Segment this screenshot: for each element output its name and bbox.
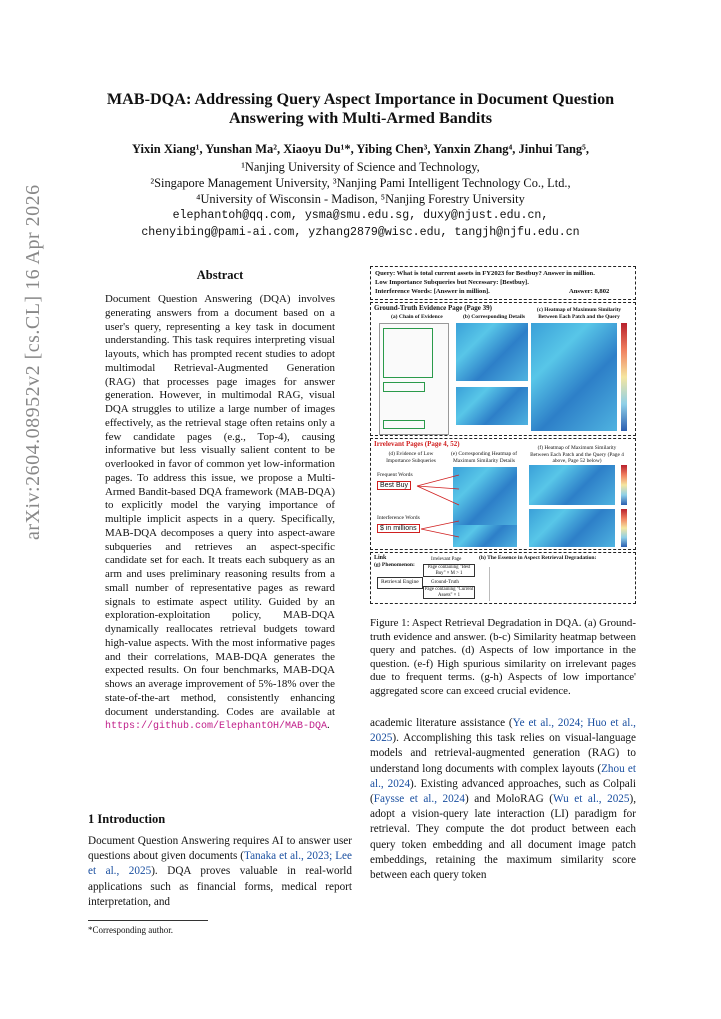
email-line-1: elephantoh@qq.com, ysma@smu.edu.sg, duxy@njust.edu.cn, bbox=[172, 209, 549, 222]
page-containing-box-1: Page containing "Best Buy" × M > 1 bbox=[423, 564, 475, 577]
citation-wu[interactable]: Wu et al., 2025 bbox=[553, 793, 630, 806]
interference-text: Interference Words: [Answer in million]. bbox=[375, 288, 490, 295]
intro-text-b: ). DQA proves valuable in real-world applications such as financial forms, medical report interpretation, and bbox=[88, 865, 352, 908]
footnote-rule bbox=[88, 920, 208, 921]
panel-a-label: (a) Chain of Evidence bbox=[391, 314, 443, 320]
paper-title bbox=[60, 90, 661, 128]
panel-f-label: (f) Heatmap of Maximum Similarity Between Each Patch and the Query (Page 4 above, Page 52 below) bbox=[530, 445, 624, 464]
panel-c-label: (c) Heatmap of Maximum Similarity Between Each Patch and the Query bbox=[536, 307, 622, 320]
in-millions-box: $ in millions bbox=[377, 524, 420, 533]
author-list: Yixin Xiang¹, Yunshan Ma², Xiaoyu Du¹*, Yibing Chen³, Yanxin Zhang⁴, Jinhui Tang⁵, bbox=[131, 142, 590, 156]
page-containing-box-2: Page containing "Current Assets" × 1 bbox=[424, 587, 474, 598]
abstract-heading: Abstract bbox=[196, 268, 244, 282]
frequent-words-label: Frequent Words bbox=[377, 472, 413, 478]
low-importance-text: Low Importance Subqueries but Necessary: [Bestbuy]. bbox=[375, 279, 529, 286]
evidence-page-thumbnail bbox=[379, 323, 449, 435]
panel-d-label: (d) Evidence of Low Importance Subqueries bbox=[386, 451, 436, 464]
citation-ye-huo[interactable]: Ye et al., 2024; Huo et al., 2025 bbox=[370, 717, 636, 745]
intro-paragraph bbox=[88, 834, 352, 910]
irrelevant-pages-panel bbox=[370, 438, 636, 550]
affiliation-2: ²Singapore Management University, ³Nanjing Pami Intelligent Technology Co., Ltd., bbox=[150, 176, 571, 190]
right-column-paragraph bbox=[370, 716, 636, 883]
figure-caption: Figure 1: Aspect Retrieval Degradation in DQA. (a) Ground-truth evidence and answer. (b-c) Similarity heatmap between query and patches. (d) Aspects of low importance in the question. (e-f) High spurious similarity on irrelevant pages due to frequent terms. (g-h) Aspects of low importance' aggregated score can exceed crucial evidence. bbox=[370, 617, 636, 697]
email-line-2: chenyibing@pami-ai.com, yzhang2879@wisc.edu, tangjh@njfu.edu.cn bbox=[141, 226, 580, 239]
query-panel bbox=[370, 266, 636, 300]
query-text: Query: What is total current assets in FY2023 for Bestbuy? Answer in million. bbox=[375, 270, 595, 277]
answer-text: Answer: 8,802 bbox=[569, 288, 610, 295]
arxiv-identifier: arXiv:2604.08952v2 [cs.CL] 16 Apr 2026 bbox=[22, 184, 44, 540]
citation-zhou[interactable]: Zhou et al., 2024 bbox=[370, 762, 636, 790]
detail-heatmap-bottom bbox=[456, 387, 528, 425]
link-panel bbox=[370, 552, 636, 604]
interference-words-label: Interference Words bbox=[377, 515, 420, 521]
title-line-2: Answering with Multi-Armed Bandits bbox=[228, 109, 493, 127]
right-text-a: academic literature assistance ( bbox=[370, 717, 513, 729]
panel-g-label: (g) Phenomenon: bbox=[374, 562, 415, 568]
ground-truth-label: Ground-Truth bbox=[431, 580, 459, 585]
intro-heading: 1 Introduction bbox=[88, 812, 166, 826]
figure-1 bbox=[370, 266, 636, 606]
right-text-c: ). Existing advanced approaches, such as Colpali ( bbox=[370, 777, 636, 806]
formula-placeholder bbox=[489, 567, 629, 601]
formula-area bbox=[489, 567, 629, 601]
panel-h-label: (h) The Essence in Aspect Retrieval Degradation: bbox=[479, 555, 597, 561]
gt-heading: Ground-Truth Evidence Page (Page 39) bbox=[374, 304, 492, 312]
affiliation-3: ⁴University of Wisconsin - Madison, ⁵Nanjing Forestry University bbox=[196, 192, 525, 206]
page-heatmap bbox=[531, 323, 617, 431]
connector-lines bbox=[371, 439, 637, 551]
panel-e-label: (e) Corresponding Heatmap of Maximum Similarity Details bbox=[450, 451, 517, 464]
detail-heatmap-top bbox=[456, 323, 528, 381]
intro-text-a: Document Question Answering requires AI to answer user questions about given documents ( bbox=[88, 835, 352, 863]
abstract-text: Document Question Answering (DQA) involves generating answers from a document based on a user's query, representing a key task in document understanding. This task requires interpreting visual layouts, which has prompted recent studies to adopt multimodal Retrieval-Augmented Generation (RAG) that processes page images for answer generation. However, in multimodal RAG, visual DQA struggles to utilize a large number of images effectively, as the retrieval stage often retains only a few candidate pages (e.g., Top-4), causing informative but less visually salient content to be overlooked in favor of common yet low-information pages. To address this issue, we propose a Multi-Armed Bandit-based DQA framework (MAB-DQA) to explicitly model the varying importance of multiple implicit aspects in a query. Specifically, MAB-DQA decomposes a query into aspect-aware subqueries and retrieves an aspect-specific candidate set for each. It treats each subquery as an arm and uses preliminary reasoning results from a small number of representative pages as reward signals to estimate aspect utility. Guided by an exploration-exploitation policy, MAB-DQA dynamically reallocates retrieval budgets toward high-value aspects. With the most informative pages and their correlations, MAB-DQA generates the expected results. On four benchmarks, MAB-DQA shows an average improvement of 5%-18% over the state-of-the-art method, consistently enhancing document understanding. Codes are available at bbox=[105, 293, 335, 718]
citation-faysse[interactable]: Faysse et al., 2024 bbox=[373, 793, 465, 806]
colorbar bbox=[621, 323, 627, 431]
intro-citation[interactable]: Tanaka et al., 2023; Lee et al., 2025 bbox=[88, 850, 352, 878]
right-text-b: ). Accomplishing this task relies on visual-language models and retrieval-augmented generation (RAG) to understand long documents with complex layouts ( bbox=[370, 732, 636, 775]
code-link[interactable]: https://github.com/ElephantOH/MAB-DQA bbox=[105, 721, 328, 733]
right-text-d: ) and MoloRAG ( bbox=[464, 793, 554, 806]
affiliation-1: ¹Nanjing University of Science and Technology, bbox=[241, 160, 480, 174]
ground-truth-panel bbox=[370, 302, 636, 436]
irrelevant-page-label: Irrelevant Page bbox=[431, 557, 462, 562]
retrieval-engine-box: Retrieval Engine bbox=[377, 577, 423, 589]
title-line-1: MAB-DQA: Addressing Query Aspect Importance in Document Question bbox=[106, 90, 615, 108]
best-buy-box: Best Buy bbox=[377, 481, 411, 490]
right-text-e: ), adopt a vision-query late interaction (LI) paradigm for retrieval. They compute the dot product between each query token embedding and all document image patch embeddings, retaining the maximum similarity score between each query token bbox=[370, 793, 637, 882]
panel-b-label: (b) Corresponding Details bbox=[463, 314, 526, 320]
footnote: *Corresponding author. bbox=[88, 925, 173, 935]
link-heading: Link bbox=[374, 555, 387, 561]
abstract-body: Document Question Answering (DQA) involves generating answers from a document based on a user's query, representing a key task in document understanding. This task requires interpreting visual layouts, which has prompted recent studies to adopt multimodal Retrieval-Augmented Generation (RAG) that processes page images for answer generation. However, in multimodal RAG, visual DQA struggles to utilize a large number of images effectively, as the retrieval stage often retains only a few candidate pages (e.g., Top-4), causing informative but less visually salient content to be overlooked in favor of common yet low-information pages. To address this issue, we propose a Multi-Armed Bandit-based DQA framework (MAB-DQA) to explicitly model the varying importance of multiple implicit aspects in a query. Specifically, MAB-DQA decomposes a query into aspect-aware subqueries and retrieves an aspect-specific candidate set for each. It treats each subquery as an arm and uses preliminary reasoning results from a small number of representative pages as reward signals to estimate aspect utility. Guided by an exploration-exploitation policy, MAB-DQA dynamically reallocates retrieval budgets toward high-value aspects. With the most informative pages and their correlations, MAB-DQA generates the expected results. On four benchmarks, MAB-DQA shows an average improvement of 5%-18% over the state-of-the-art method, consistently enhancing document understanding. Codes are available at https://github.com/ElephantOH/MAB-DQA. bbox=[105, 293, 335, 733]
irrelevant-heading: Irrelevant Pages (Page 4, 52) bbox=[374, 440, 460, 448]
